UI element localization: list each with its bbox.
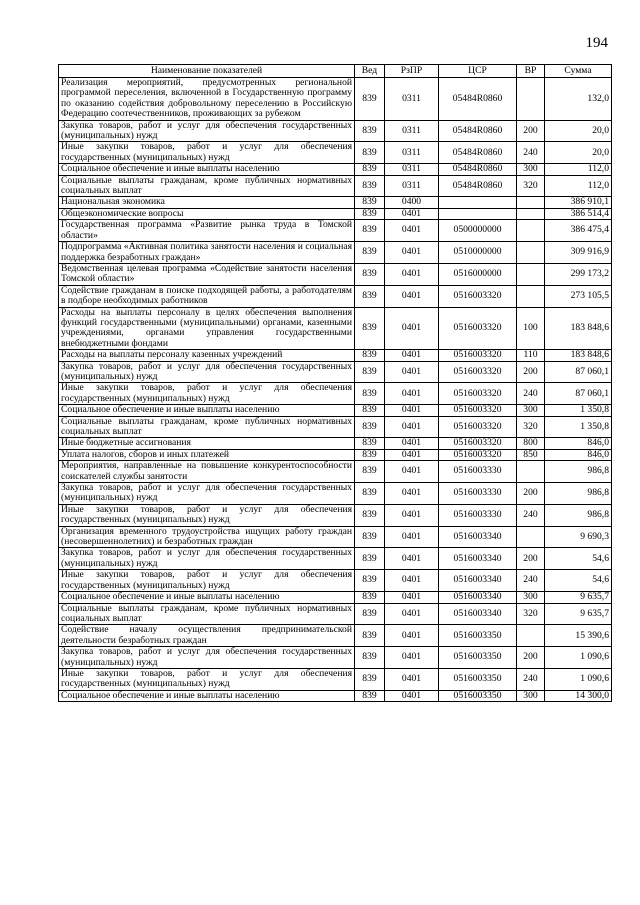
table-row xyxy=(59,668,612,690)
cell-rzpr: 0311 xyxy=(385,142,439,164)
cell-sum: 386 910,1 xyxy=(545,197,612,208)
cell-csr: 05484R0860 xyxy=(439,175,517,197)
cell-ved: 839 xyxy=(355,504,385,526)
cell-name: Ведомственная целевая программа «Содействие занятости населения Томской области» xyxy=(59,263,355,285)
page-number: 194 xyxy=(585,35,608,51)
table-row xyxy=(59,438,612,449)
table-row xyxy=(59,263,612,285)
cell-sum: 986,8 xyxy=(545,483,612,505)
cell-vr: 200 xyxy=(517,548,545,570)
cell-name: Социальные выплаты гражданам, кроме публичных нормативных социальных выплат xyxy=(59,175,355,197)
cell-rzpr: 0401 xyxy=(385,263,439,285)
table-body xyxy=(59,78,612,702)
cell-ved: 839 xyxy=(355,438,385,449)
cell-csr: 0500000000 xyxy=(439,220,517,242)
cell-rzpr: 0401 xyxy=(385,361,439,383)
cell-name: Социальное обеспечение и иные выплаты населению xyxy=(59,690,355,701)
cell-csr: 0516003350 xyxy=(439,690,517,701)
cell-sum: 112,0 xyxy=(545,175,612,197)
cell-rzpr: 0401 xyxy=(385,461,439,483)
cell-rzpr: 0401 xyxy=(385,383,439,405)
cell-rzpr: 0311 xyxy=(385,164,439,175)
cell-name: Социальные выплаты гражданам, кроме публичных нормативных социальных выплат xyxy=(59,416,355,438)
cell-ved: 839 xyxy=(355,668,385,690)
table-row xyxy=(59,625,612,647)
cell-ved: 839 xyxy=(355,647,385,669)
cell-vr: 300 xyxy=(517,592,545,603)
cell-sum: 386 514,4 xyxy=(545,208,612,219)
cell-csr: 0510000000 xyxy=(439,242,517,264)
cell-rzpr: 0401 xyxy=(385,548,439,570)
cell-sum: 9 635,7 xyxy=(545,603,612,625)
cell-vr: 240 xyxy=(517,504,545,526)
cell-name: Иные бюджетные ассигнования xyxy=(59,438,355,449)
cell-vr xyxy=(517,625,545,647)
cell-ved: 839 xyxy=(355,461,385,483)
cell-vr: 100 xyxy=(517,307,545,350)
cell-ved: 839 xyxy=(355,78,385,121)
cell-name: Иные закупки товаров, работ и услуг для обеспечения государственных (муниципальных) нужд xyxy=(59,142,355,164)
cell-sum: 1 090,6 xyxy=(545,668,612,690)
table-row xyxy=(59,548,612,570)
cell-ved: 839 xyxy=(355,208,385,219)
cell-rzpr: 0401 xyxy=(385,504,439,526)
cell-vr xyxy=(517,285,545,307)
cell-csr: 0516003330 xyxy=(439,461,517,483)
cell-csr: 0516003330 xyxy=(439,483,517,505)
cell-csr: 0516003350 xyxy=(439,668,517,690)
cell-vr: 240 xyxy=(517,570,545,592)
cell-ved: 839 xyxy=(355,142,385,164)
cell-csr: 0516003320 xyxy=(439,449,517,460)
cell-name: Национальная экономика xyxy=(59,197,355,208)
cell-vr xyxy=(517,242,545,264)
cell-vr xyxy=(517,197,545,208)
cell-sum: 87 060,1 xyxy=(545,383,612,405)
cell-vr xyxy=(517,461,545,483)
cell-rzpr: 0401 xyxy=(385,483,439,505)
table-row xyxy=(59,220,612,242)
header-ved: Вед xyxy=(355,65,385,78)
cell-ved: 839 xyxy=(355,416,385,438)
cell-csr: 0516003320 xyxy=(439,361,517,383)
cell-rzpr: 0401 xyxy=(385,690,439,701)
cell-vr: 200 xyxy=(517,647,545,669)
cell-name: Закупка товаров, работ и услуг для обеспечения государственных (муниципальных) нужд xyxy=(59,548,355,570)
table-row xyxy=(59,647,612,669)
cell-csr: 0516003320 xyxy=(439,285,517,307)
cell-vr: 240 xyxy=(517,142,545,164)
cell-name: Социальное обеспечение и иные выплаты населению xyxy=(59,164,355,175)
cell-csr: 0516003330 xyxy=(439,504,517,526)
table-row xyxy=(59,416,612,438)
cell-vr xyxy=(517,263,545,285)
cell-vr: 320 xyxy=(517,416,545,438)
cell-sum: 9 635,7 xyxy=(545,592,612,603)
cell-name: Мероприятия, направленные на повышение конкурентоспособности соискателей службы занятости xyxy=(59,461,355,483)
cell-csr: 0516003340 xyxy=(439,548,517,570)
cell-rzpr: 0400 xyxy=(385,197,439,208)
cell-name: Социальное обеспечение и иные выплаты населению xyxy=(59,592,355,603)
cell-vr xyxy=(517,220,545,242)
cell-rzpr: 0401 xyxy=(385,438,439,449)
cell-csr xyxy=(439,208,517,219)
cell-name: Закупка товаров, работ и услуг для обеспечения государственных (муниципальных) нужд xyxy=(59,120,355,142)
cell-csr: 0516000000 xyxy=(439,263,517,285)
cell-csr: 0516003340 xyxy=(439,592,517,603)
cell-rzpr: 0401 xyxy=(385,416,439,438)
cell-name: Социальные выплаты гражданам, кроме публичных нормативных социальных выплат xyxy=(59,603,355,625)
cell-vr: 300 xyxy=(517,690,545,701)
cell-ved: 839 xyxy=(355,197,385,208)
table-row xyxy=(59,78,612,121)
cell-rzpr: 0401 xyxy=(385,242,439,264)
cell-vr: 300 xyxy=(517,164,545,175)
cell-sum: 1 350,8 xyxy=(545,405,612,416)
cell-ved: 839 xyxy=(355,483,385,505)
cell-rzpr: 0311 xyxy=(385,78,439,121)
cell-ved: 839 xyxy=(355,625,385,647)
table-row xyxy=(59,120,612,142)
cell-sum: 299 173,2 xyxy=(545,263,612,285)
cell-csr: 05484R0860 xyxy=(439,164,517,175)
cell-name: Расходы на выплаты персоналу в целях обеспечения выполнения функций государственными (муниципальными) органами, казенными учреждениями, органами управления государственными внебюджетными фондами xyxy=(59,307,355,350)
header-csr: ЦСР xyxy=(439,65,517,78)
cell-rzpr: 0401 xyxy=(385,647,439,669)
cell-csr: 0516003340 xyxy=(439,570,517,592)
cell-vr: 800 xyxy=(517,438,545,449)
cell-ved: 839 xyxy=(355,449,385,460)
table-row xyxy=(59,483,612,505)
table-row xyxy=(59,285,612,307)
cell-csr: 0516003340 xyxy=(439,526,517,548)
cell-vr: 200 xyxy=(517,483,545,505)
cell-ved: 839 xyxy=(355,570,385,592)
table-row xyxy=(59,208,612,219)
cell-vr: 110 xyxy=(517,350,545,361)
cell-csr: 0516003320 xyxy=(439,405,517,416)
cell-name: Закупка товаров, работ и услуг для обеспечения государственных (муниципальных) нужд xyxy=(59,483,355,505)
cell-csr: 0516003320 xyxy=(439,350,517,361)
cell-csr: 0516003320 xyxy=(439,438,517,449)
cell-vr: 320 xyxy=(517,603,545,625)
cell-sum: 14 300,0 xyxy=(545,690,612,701)
cell-sum: 183 848,6 xyxy=(545,350,612,361)
cell-rzpr: 0401 xyxy=(385,526,439,548)
cell-ved: 839 xyxy=(355,242,385,264)
cell-sum: 20,0 xyxy=(545,142,612,164)
cell-rzpr: 0401 xyxy=(385,208,439,219)
cell-rzpr: 0401 xyxy=(385,668,439,690)
cell-name: Иные закупки товаров, работ и услуг для обеспечения государственных (муниципальных) нужд xyxy=(59,504,355,526)
cell-ved: 839 xyxy=(355,120,385,142)
cell-rzpr: 0401 xyxy=(385,307,439,350)
cell-ved: 839 xyxy=(355,690,385,701)
cell-sum: 309 916,9 xyxy=(545,242,612,264)
cell-vr xyxy=(517,526,545,548)
cell-ved: 839 xyxy=(355,383,385,405)
cell-ved: 839 xyxy=(355,526,385,548)
table-row xyxy=(59,690,612,701)
cell-name: Организация временного трудоустройства ищущих работу граждан (несовершеннолетних) и безработных граждан xyxy=(59,526,355,548)
cell-rzpr: 0401 xyxy=(385,220,439,242)
cell-rzpr: 0401 xyxy=(385,603,439,625)
cell-csr: 05484R0860 xyxy=(439,78,517,121)
cell-sum: 54,6 xyxy=(545,570,612,592)
cell-sum: 986,8 xyxy=(545,504,612,526)
cell-vr: 200 xyxy=(517,361,545,383)
table-row xyxy=(59,307,612,350)
cell-sum: 273 105,5 xyxy=(545,285,612,307)
cell-csr: 0516003320 xyxy=(439,307,517,350)
table-row xyxy=(59,361,612,383)
cell-name: Иные закупки товаров, работ и услуг для обеспечения государственных (муниципальных) нужд xyxy=(59,570,355,592)
header-name: Наименование показателей xyxy=(59,65,355,78)
cell-ved: 839 xyxy=(355,350,385,361)
cell-sum: 9 690,3 xyxy=(545,526,612,548)
header-vr: ВР xyxy=(517,65,545,78)
cell-rzpr: 0401 xyxy=(385,449,439,460)
table-row xyxy=(59,405,612,416)
cell-sum: 846,0 xyxy=(545,438,612,449)
cell-sum: 112,0 xyxy=(545,164,612,175)
cell-rzpr: 0311 xyxy=(385,175,439,197)
table-row xyxy=(59,383,612,405)
cell-sum: 54,6 xyxy=(545,548,612,570)
cell-vr: 240 xyxy=(517,668,545,690)
cell-name: Общеэкономические вопросы xyxy=(59,208,355,219)
table-row xyxy=(59,526,612,548)
cell-name: Уплата налогов, сборов и иных платежей xyxy=(59,449,355,460)
table-row xyxy=(59,504,612,526)
cell-rzpr: 0401 xyxy=(385,350,439,361)
cell-csr: 0516003320 xyxy=(439,416,517,438)
table-row xyxy=(59,350,612,361)
cell-vr: 320 xyxy=(517,175,545,197)
table-row xyxy=(59,570,612,592)
cell-csr: 0516003350 xyxy=(439,625,517,647)
table-row xyxy=(59,242,612,264)
cell-sum: 986,8 xyxy=(545,461,612,483)
cell-csr xyxy=(439,197,517,208)
table-header-row xyxy=(59,65,612,78)
cell-name: Иные закупки товаров, работ и услуг для обеспечения государственных (муниципальных) нужд xyxy=(59,668,355,690)
table-row xyxy=(59,461,612,483)
cell-ved: 839 xyxy=(355,405,385,416)
table-row xyxy=(59,592,612,603)
header-sum: Сумма xyxy=(545,65,612,78)
header-rzpr: РзПР xyxy=(385,65,439,78)
cell-sum: 183 848,6 xyxy=(545,307,612,350)
cell-csr: 05484R0860 xyxy=(439,120,517,142)
cell-vr: 300 xyxy=(517,405,545,416)
cell-vr xyxy=(517,208,545,219)
cell-rzpr: 0401 xyxy=(385,570,439,592)
cell-ved: 839 xyxy=(355,307,385,350)
table-row xyxy=(59,164,612,175)
cell-ved: 839 xyxy=(355,285,385,307)
table-row xyxy=(59,197,612,208)
cell-sum: 846,0 xyxy=(545,449,612,460)
cell-vr: 850 xyxy=(517,449,545,460)
cell-vr: 240 xyxy=(517,383,545,405)
cell-rzpr: 0401 xyxy=(385,285,439,307)
cell-name: Расходы на выплаты персоналу казенных учреждений xyxy=(59,350,355,361)
cell-sum: 15 390,6 xyxy=(545,625,612,647)
cell-name: Социальное обеспечение и иные выплаты населению xyxy=(59,405,355,416)
cell-vr: 200 xyxy=(517,120,545,142)
table-row xyxy=(59,603,612,625)
cell-sum: 1 350,8 xyxy=(545,416,612,438)
cell-ved: 839 xyxy=(355,220,385,242)
cell-sum: 87 060,1 xyxy=(545,361,612,383)
cell-name: Государственная программа «Развитие рынка труда в Томской области» xyxy=(59,220,355,242)
cell-name: Содействие гражданам в поиске подходящей работы, а работодателям в подборе необходимых работников xyxy=(59,285,355,307)
cell-csr: 0516003340 xyxy=(439,603,517,625)
cell-vr xyxy=(517,78,545,121)
cell-sum: 1 090,6 xyxy=(545,647,612,669)
cell-name: Иные закупки товаров, работ и услуг для обеспечения государственных (муниципальных) нужд xyxy=(59,383,355,405)
cell-csr: 05484R0860 xyxy=(439,142,517,164)
cell-ved: 839 xyxy=(355,164,385,175)
table-row xyxy=(59,175,612,197)
cell-rzpr: 0401 xyxy=(385,592,439,603)
cell-sum: 386 475,4 xyxy=(545,220,612,242)
cell-rzpr: 0401 xyxy=(385,405,439,416)
cell-ved: 839 xyxy=(355,361,385,383)
budget-table xyxy=(58,64,612,702)
table-row xyxy=(59,449,612,460)
table-row xyxy=(59,142,612,164)
cell-name: Подпрограмма «Активная политика занятости населения и социальная поддержка безработных граждан» xyxy=(59,242,355,264)
cell-ved: 839 xyxy=(355,548,385,570)
cell-name: Закупка товаров, работ и услуг для обеспечения государственных (муниципальных) нужд xyxy=(59,361,355,383)
cell-csr: 0516003320 xyxy=(439,383,517,405)
cell-ved: 839 xyxy=(355,263,385,285)
cell-name: Содействие началу осуществления предпринимательской деятельности безработных граждан xyxy=(59,625,355,647)
cell-csr: 0516003350 xyxy=(439,647,517,669)
cell-rzpr: 0401 xyxy=(385,625,439,647)
cell-sum: 20,0 xyxy=(545,120,612,142)
cell-sum: 132,0 xyxy=(545,78,612,121)
cell-name: Реализация мероприятий, предусмотренных региональной программой переселения, включенной в Государственную программу по оказанию содействия добровольному переселению в Российскую Федерацию соотечественников, проживающих за рубежом xyxy=(59,78,355,121)
cell-ved: 839 xyxy=(355,603,385,625)
cell-rzpr: 0311 xyxy=(385,120,439,142)
cell-ved: 839 xyxy=(355,592,385,603)
cell-name: Закупка товаров, работ и услуг для обеспечения государственных (муниципальных) нужд xyxy=(59,647,355,669)
cell-ved: 839 xyxy=(355,175,385,197)
